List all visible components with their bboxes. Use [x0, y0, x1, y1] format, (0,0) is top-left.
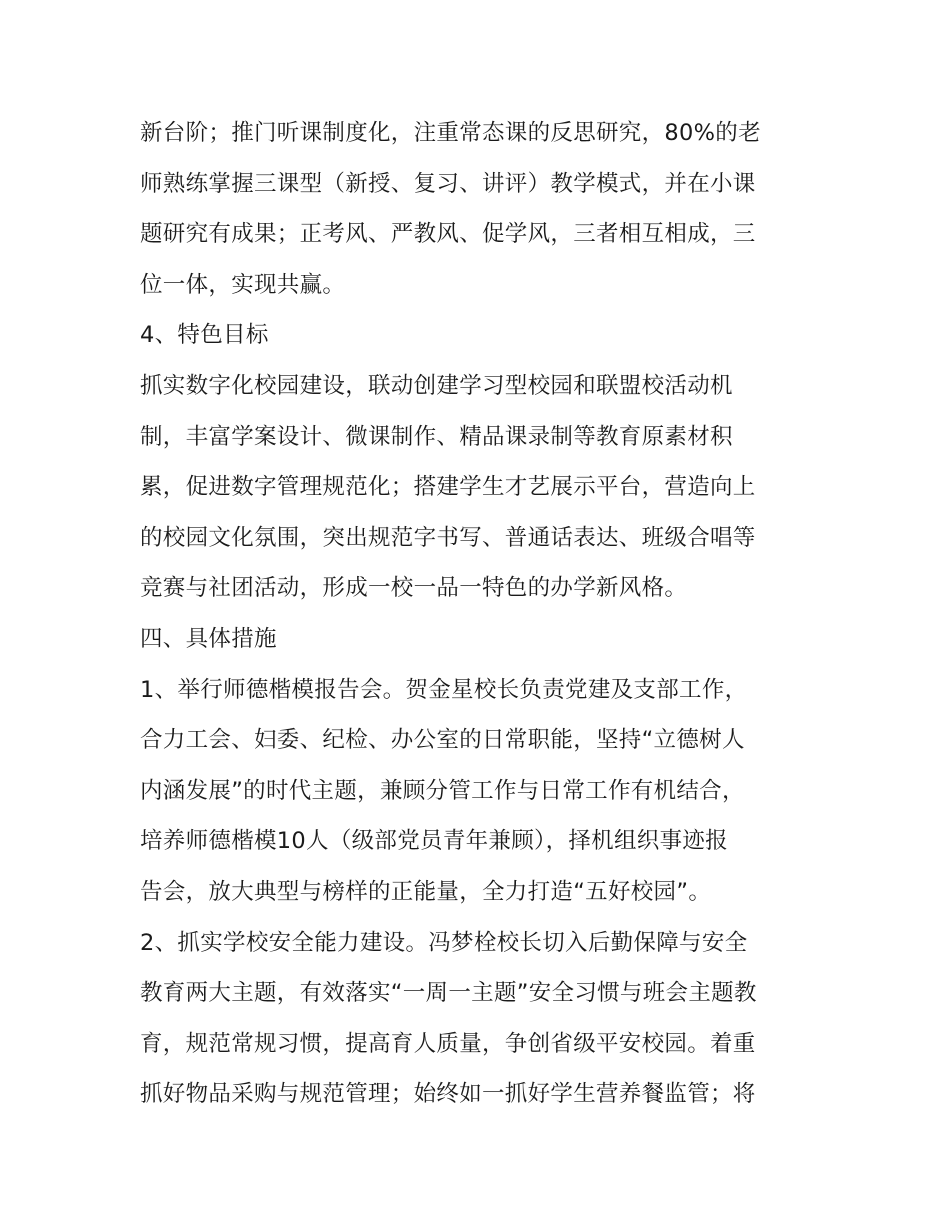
text-line-15: 培养师德楷模10人（级部党员青年兼顾），择机组织事迹报: [140, 828, 728, 855]
text-line-17: 2、抓实学校安全能力建设。冯梦栓校长切入后勤保障与安全: [140, 929, 748, 956]
text-line-18: 教育两大主题，有效落实“一周一主题”安全习惯与班会主题教: [140, 980, 757, 1007]
section-heading-feature-goals: 4、特色目标: [140, 322, 269, 349]
text-line-4: 位一体，实现共赢。: [140, 271, 346, 298]
text-line-20: 抓好物品采购与规范管理；始终如一抓好学生营养餐监管；将: [140, 1081, 756, 1108]
text-line-6: 抓实数字化校园建设，联动创建学习型校园和联盟校活动机: [140, 372, 733, 399]
text-line-2: 师熟练掌握三课型（新授、复习、讲评）教学模式，并在小课: [140, 170, 756, 197]
text-line-7: 制，丰富学案设计、微课制作、精品课录制等教育原素材积: [140, 423, 733, 450]
text-line-10: 竞赛与社团活动，形成一校一品一特色的办学新风格。: [140, 575, 688, 602]
document-body: [140, 108, 820, 1120]
text-line-1: 新台阶；推门听课制度化，注重常态课的反思研究，80%的老: [140, 120, 761, 146]
section-heading-specific-measures: 四、具体措施: [140, 625, 277, 652]
text-line-12: 1、举行师德楷模报告会。贺金星校长负责党建及支部工作，: [140, 676, 748, 703]
text-line-8: 累，促进数字管理规范化；搭建学生才艺展示平台，营造向上: [140, 474, 756, 501]
text-line-14: 内涵发展”的时代主题，兼顾分管工作与日常工作有机结合，: [140, 777, 745, 804]
text-line-16: 告会，放大典型与榜样的正能量，全力打造“五好校园”。: [140, 878, 712, 905]
text-line-9: 的校园文化氛围，突出规范字书写、普通话表达、班级合唱等: [140, 524, 756, 551]
text-line-19: 育，规范常规习惯，提高育人质量，争创省级平安校园。着重: [140, 1030, 756, 1057]
text-line-13: 合力工会、妇委、纪检、办公室的日常职能，坚持“立德树人: [140, 727, 745, 754]
text-line-3: 题研究有成果；正考风、严教风、促学风，三者相互相成，三: [140, 221, 756, 248]
